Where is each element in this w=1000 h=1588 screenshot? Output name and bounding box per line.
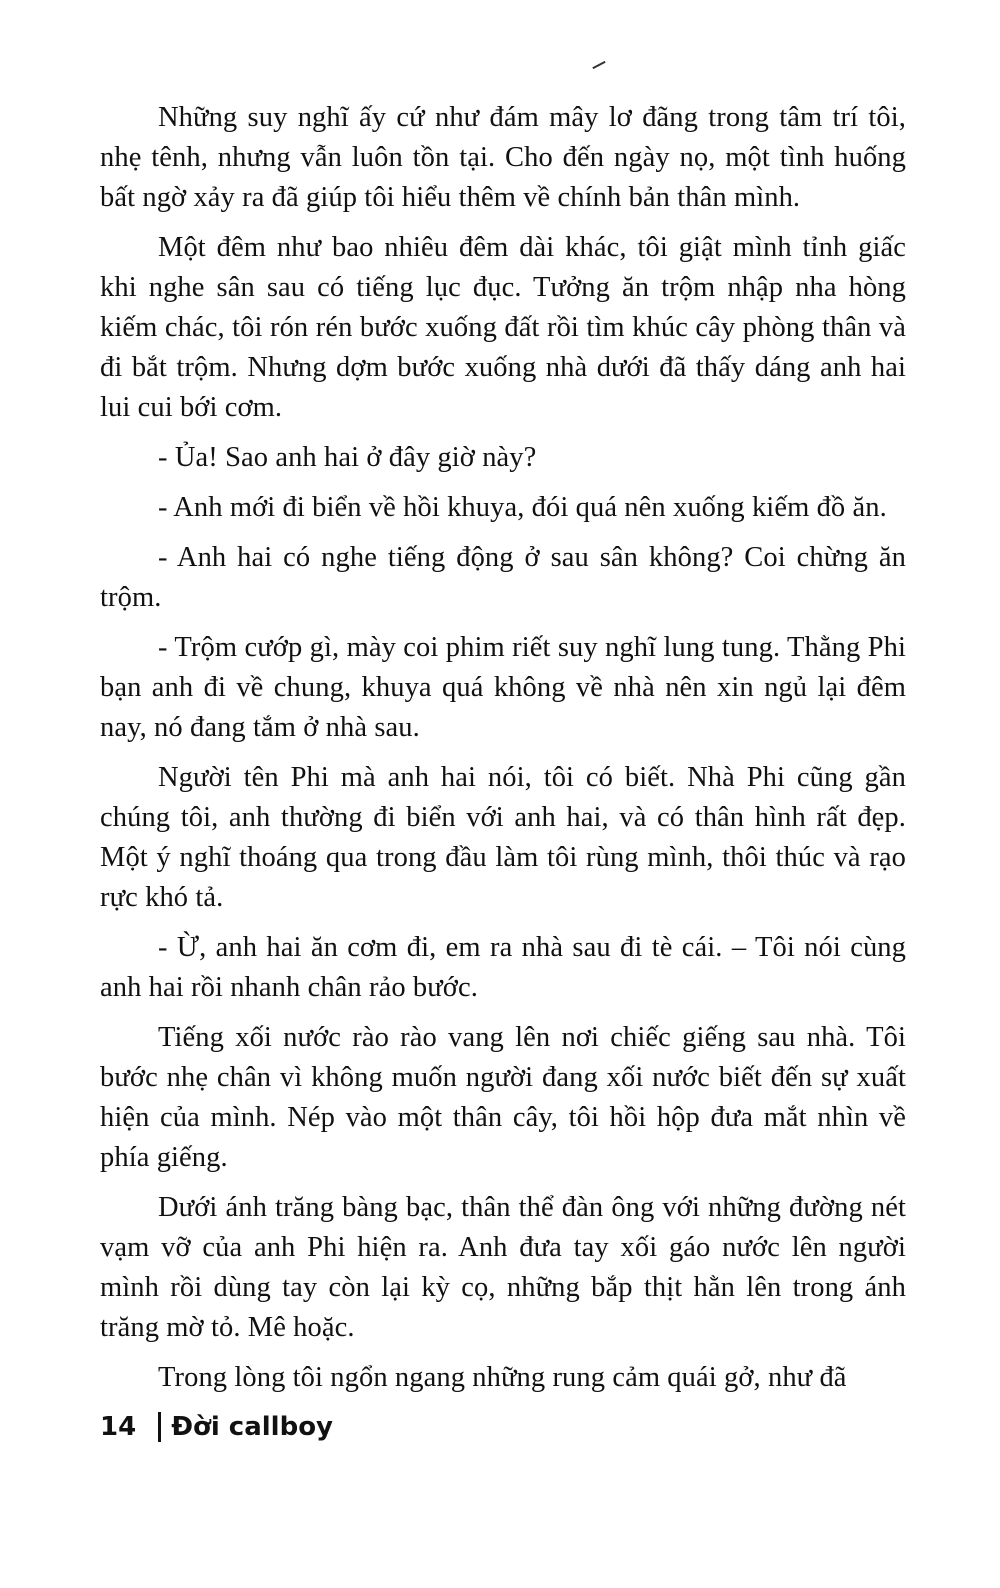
paragraph: Trong lòng tôi ngổn ngang những rung cảm quái gở, như đã [158, 1362, 847, 1393]
dialogue-line: - Trộm cướp gì, mày coi phim riết suy nghĩ lung tung. Thằng Phi bạn anh đi về chung, khuya quá không về nhà nên xin ngủ lại đêm nay, nó đang tắm ở nhà sau. [100, 632, 906, 743]
dialogue-line: - Anh mới đi biển về hồi khuya, đói quá nên xuống kiếm đồ ăn. [158, 492, 887, 523]
paragraph: Một đêm như bao nhiêu đêm dài khác, tôi giật mình tỉnh giấc khi nghe sân sau có tiếng lục đục. Tưởng ăn trộm nhập nha hòng kiếm chác, tôi rón rén bước xuống đất rồi tìm khúc cây phòng thân và đi bắt trộm. Nhưng dợm bước xuống nhà dưới đã thấy dáng anh hai lui cui bới cơm. [100, 232, 906, 423]
ink-mark [592, 61, 605, 69]
paragraph: Những suy nghĩ ấy cứ như đám mây lơ đãng trong tâm trí tôi, nhẹ tênh, nhưng vẫn luôn tồn tại. Cho đến ngày nọ, một tình huống bất ngờ xảy ra đã giúp tôi hiểu thêm về chính bản thân mình. [100, 102, 906, 213]
paragraph: Dưới ánh trăng bàng bạc, thân thể đàn ông với những đường nét vạm vỡ của anh Phi hiện ra. Anh đưa tay xối gáo nước lên người mình rồi dùng tay còn lại kỳ cọ, những bắp thịt hằn lên trong ánh trăng mờ tỏ. Mê hoặc. [100, 1192, 906, 1343]
dialogue-line: - Ừ, anh hai ăn cơm đi, em ra nhà sau đi tè cái. – Tôi nói cùng anh hai rồi nhanh chân rảo bước. [100, 932, 906, 1003]
paragraph: Tiếng xối nước rào rào vang lên nơi chiếc giếng sau nhà. Tôi bước nhẹ chân vì không muốn người đang xối nước biết đến sự xuất hiện của mình. Nép vào một thân cây, tôi hồi hộp đưa mắt nhìn về phía giếng. [100, 1022, 906, 1173]
dialogue-line: - Ủa! Sao anh hai ở đây giờ này? [158, 442, 537, 473]
paragraph: Người tên Phi mà anh hai nói, tôi có biết. Nhà Phi cũng gần chúng tôi, anh thường đi biển với anh hai, và có thân hình rất đẹp. Một ý nghĩ thoáng qua trong đầu làm tôi rùng mình, thôi thúc và rạo rực khó tả. [100, 762, 906, 913]
book-title: Đời callboy [171, 1412, 334, 1442]
page-number: 14 [100, 1412, 137, 1442]
body-text [100, 98, 906, 1408]
footer-divider [158, 1412, 161, 1442]
dialogue-line: - Anh hai có nghe tiếng động ở sau sân không? Coi chừng ăn trộm. [100, 542, 906, 613]
page-footer [100, 1412, 333, 1442]
